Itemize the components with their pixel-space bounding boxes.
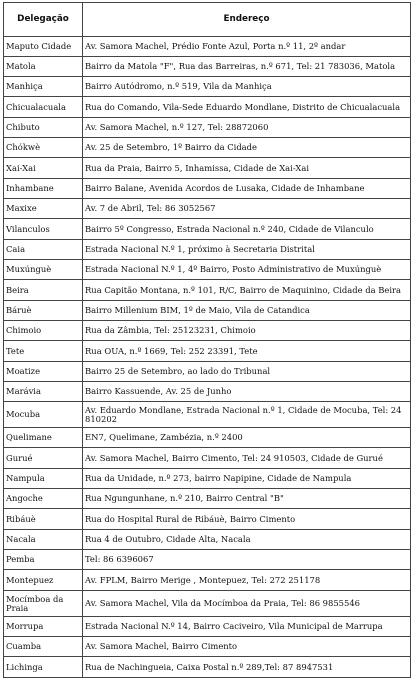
table-row xyxy=(4,158,411,179)
table-row xyxy=(4,138,411,158)
table-row xyxy=(4,179,411,199)
delegacao-cell: Mocuba xyxy=(4,402,83,428)
delegacao-cell: Moatize xyxy=(4,362,83,382)
table-row xyxy=(4,530,411,550)
endereco-cell: Rua do Hospital Rural de Ribáuè, Bairro Cimento xyxy=(83,509,411,530)
table-row xyxy=(4,341,411,362)
delegacao-cell: Chibuto xyxy=(4,118,83,138)
table-row xyxy=(4,118,411,138)
table-row xyxy=(4,428,411,448)
table-row xyxy=(4,37,411,57)
table-row xyxy=(4,260,411,280)
endereco-cell: EN7, Quelimane, Zambézia, n.º 2400 xyxy=(83,428,411,448)
endereco-cell: Rua Capitão Montana, n.º 101, R/C, Bairro de Maquinino, Cidade da Beira xyxy=(83,280,411,301)
delegacao-cell: Angoche xyxy=(4,489,83,509)
delegacao-cell: Manhiça xyxy=(4,77,83,97)
delegacao-cell: Mocímboa da Praia xyxy=(4,591,83,617)
endereco-cell: Bairro Balane, Avenida Acordos de Lusaka, Cidade de Inhambane xyxy=(83,179,411,199)
delegacao-cell: Xai-Xai xyxy=(4,158,83,179)
delegacao-cell: Cuamba xyxy=(4,637,83,657)
delegacao-cell: Morrupa xyxy=(4,617,83,637)
endereco-cell: Tel: 86 6396067 xyxy=(83,550,411,570)
delegacao-cell: Tete xyxy=(4,341,83,362)
delegacao-cell: Maputo Cidade xyxy=(4,37,83,57)
delegacao-cell: Gurué xyxy=(4,448,83,469)
table-row xyxy=(4,402,411,428)
endereco-cell: Estrada Nacional N.º 1, próximo à Secretaria Distrital xyxy=(83,240,411,260)
endereco-cell: Bairro Millenium BIM, 1º de Maio, Vila de Catandica xyxy=(83,301,411,321)
delegacao-cell: Vilanculos xyxy=(4,219,83,240)
table-row xyxy=(4,489,411,509)
delegacao-cell: Inhambane xyxy=(4,179,83,199)
endereco-cell: Bairro 25 de Setembro, ao lado do Tribunal xyxy=(83,362,411,382)
endereco-cell: Av. Samora Machel, n.º 127, Tel: 28872060 xyxy=(83,118,411,138)
table-row xyxy=(4,591,411,617)
table-row xyxy=(4,77,411,97)
delegacao-cell: Nampula xyxy=(4,469,83,489)
delegacao-cell: Matola xyxy=(4,57,83,77)
table-row xyxy=(4,199,411,219)
delegacao-cell: Beira xyxy=(4,280,83,301)
delegacao-cell: Báruè xyxy=(4,301,83,321)
table-row xyxy=(4,448,411,469)
table-row xyxy=(4,382,411,402)
endereco-cell: Bairro Kassuende, Av. 25 de Junho xyxy=(83,382,411,402)
endereco-cell: Av. 25 de Setembro, 1º Bairro da Cidade xyxy=(83,138,411,158)
table-row xyxy=(4,570,411,591)
delegacao-cell: Chókwè xyxy=(4,138,83,158)
delegacao-cell: Caia xyxy=(4,240,83,260)
endereco-cell: Rua do Comando, Vila-Sede Eduardo Mondlane, Distrito de Chicualacuala xyxy=(83,97,411,118)
table-row xyxy=(4,301,411,321)
header-row xyxy=(4,3,411,37)
header-delegacao: Delegação xyxy=(4,3,83,37)
table-row xyxy=(4,509,411,530)
endereco-cell: Rua da Praia, Bairro 5, Inhamissa, Cidade de Xai-Xai xyxy=(83,158,411,179)
endereco-cell: Av. Samora Machel, Prédio Fonte Azul, Porta n.º 11, 2º andar xyxy=(83,37,411,57)
delegacao-cell: Montepuez xyxy=(4,570,83,591)
endereco-cell: Av. Samora Machel, Bairro Cimento xyxy=(83,637,411,657)
endereco-cell: Rua OUA, n.º 1669, Tel: 252 23391, Tete xyxy=(83,341,411,362)
delegacao-cell: Ribáuè xyxy=(4,509,83,530)
table-row xyxy=(4,657,411,678)
table-row xyxy=(4,97,411,118)
delegacao-cell: Chicualacuala xyxy=(4,97,83,118)
delegacao-cell: Maxixe xyxy=(4,199,83,219)
table-row xyxy=(4,280,411,301)
delegacao-cell: Pemba xyxy=(4,550,83,570)
endereco-cell: Av. Samora Machel, Vila da Mocímboa da Praia, Tel: 86 9855546 xyxy=(83,591,411,617)
table-row xyxy=(4,321,411,341)
endereco-cell: Rua Ngungunhane, n.º 210, Bairro Central "B" xyxy=(83,489,411,509)
table-row xyxy=(4,550,411,570)
endereco-cell: Av. Samora Machel, Bairro Cimento, Tel: 24 910503, Cidade de Gurué xyxy=(83,448,411,469)
endereco-cell: Av. FPLM, Bairro Merige , Montepuez, Tel: 272 251178 xyxy=(83,570,411,591)
delegacao-cell: Quelimane xyxy=(4,428,83,448)
endereco-cell: Rua 4 de Outubro, Cidade Alta, Nacala xyxy=(83,530,411,550)
endereco-cell: Rua da Unidade, n.º 273, bairro Napipine, Cidade de Nampula xyxy=(83,469,411,489)
delegacao-cell: Nacala xyxy=(4,530,83,550)
table-row xyxy=(4,617,411,637)
endereco-cell: Av. Eduardo Mondlane, Estrada Nacional n.º 1, Cidade de Mocuba, Tel: 24 810202 xyxy=(83,402,411,428)
delegacao-cell: Marávia xyxy=(4,382,83,402)
delegacao-cell: Chimoio xyxy=(4,321,83,341)
endereco-cell: Bairro Autódromo, n.º 519, Vila da Manhiça xyxy=(83,77,411,97)
endereco-cell: Rua de Nachingueia, Caixa Postal n.º 289,Tel: 87 8947531 xyxy=(83,657,411,678)
delegacao-cell: Lichinga xyxy=(4,657,83,678)
table-row xyxy=(4,219,411,240)
table-body xyxy=(4,37,411,678)
table-row xyxy=(4,637,411,657)
endereco-cell: Estrada Nacional N.º 1, 4º Bairro, Posto Administrativo de Muxúnguè xyxy=(83,260,411,280)
header-endereco: Endereço xyxy=(83,3,411,37)
endereco-cell: Av. 7 de Abril, Tel: 86 3052567 xyxy=(83,199,411,219)
delegacao-cell: Muxúnguè xyxy=(4,260,83,280)
table-row xyxy=(4,57,411,77)
endereco-cell: Rua da Zâmbia, Tel: 25123231, Chimoio xyxy=(83,321,411,341)
endereco-cell: Bairro da Matola "F", Rua das Barreiras, n.º 671, Tel: 21 783036, Matola xyxy=(83,57,411,77)
table-row xyxy=(4,469,411,489)
table-row xyxy=(4,240,411,260)
endereco-cell: Bairro 5º Congresso, Estrada Nacional n.º 240, Cidade de Vilanculo xyxy=(83,219,411,240)
delegations-table xyxy=(3,2,411,678)
table-row xyxy=(4,362,411,382)
endereco-cell: Estrada Nacional N.º 14, Bairro Caciveiro, Vila Municipal de Marrupa xyxy=(83,617,411,637)
